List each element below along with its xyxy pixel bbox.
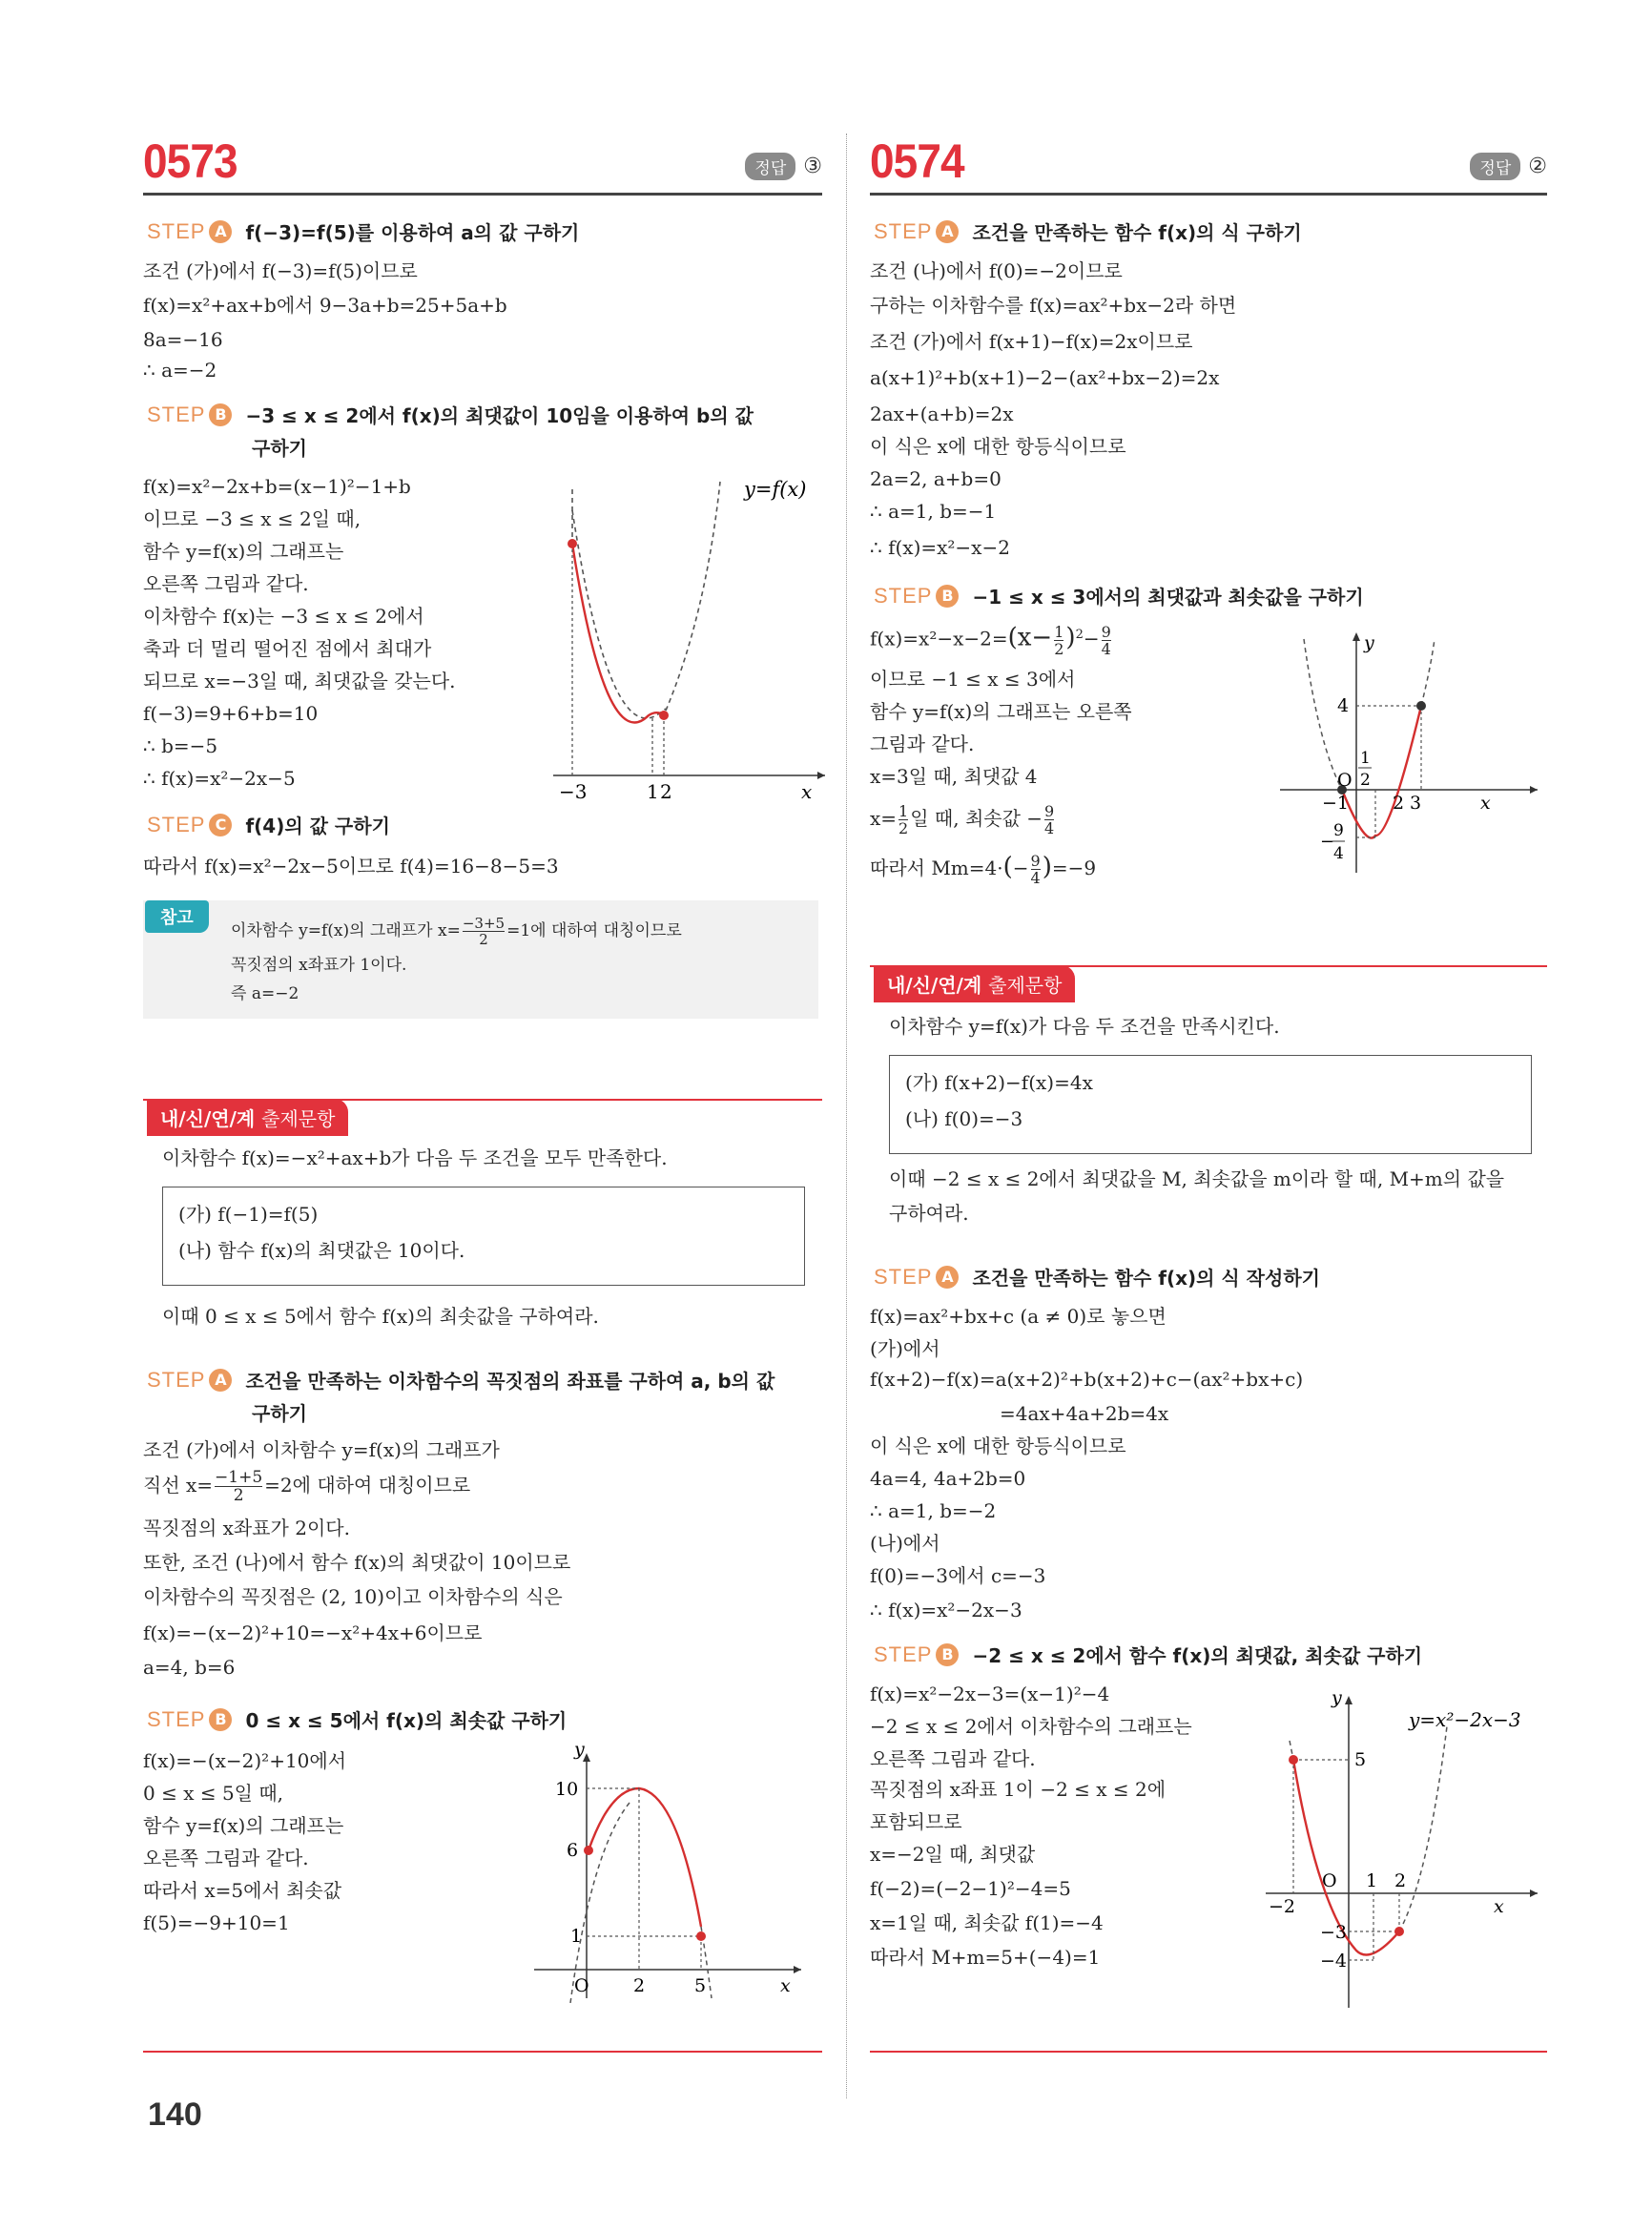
text-line: 이차함수의 꼭짓점은 (2, 10)이고 이차함수의 식은	[143, 1585, 563, 1608]
note-line-1	[231, 916, 682, 947]
text-line: f(x)=−(x−2)²+10=−x²+4x+6이므로	[143, 1621, 483, 1644]
text-line: 그림과 같다.	[870, 733, 975, 755]
s2-step-b-heading	[147, 1705, 567, 1733]
step-badge: B	[936, 1643, 959, 1666]
parabola-dashed-right	[666, 482, 720, 711]
x-tick: −1	[1322, 793, 1350, 814]
s2-step-a-heading	[147, 1366, 774, 1394]
y-axis-label: y	[1332, 1688, 1342, 1708]
text-line-product: 따라서 Mm=4·(− $\frac{9}{4}$ )=−9	[870, 852, 1097, 887]
step-badge: A	[936, 220, 959, 243]
origin-label: O	[1322, 1870, 1337, 1891]
page-number: 140	[148, 2096, 202, 2133]
fraction-num: 9	[1030, 852, 1041, 870]
x-axis-arrow	[817, 772, 825, 779]
x-tick: 1	[647, 780, 659, 801]
text-line: f(x)=x²−2x+b=(x−1)²−1+b	[143, 475, 411, 498]
left-column	[143, 0, 822, 2230]
condition-a: (가) f(−1)=f(5)	[178, 1203, 319, 1226]
text-line: 따라서 f(x)=x²−2x−5이므로 f(4)=16−8−5=3	[143, 855, 559, 878]
section-title-box	[147, 1099, 348, 1136]
text-line: 2a=2, a+b=0	[870, 467, 1002, 490]
text-line: ∴ b=−5	[143, 734, 218, 757]
fraction-den: 4	[1044, 819, 1055, 837]
text-line: 구하는 이차함수를 f(x)=ax²+bx−2라 하면	[870, 294, 1237, 317]
text-line: ∴ f(x)=x²−2x−3	[870, 1599, 1022, 1621]
text-line: f(x)=ax²+bx+c (a ≠ 0)로 놓으면	[870, 1305, 1167, 1328]
text-line: −2 ≤ x ≤ 2에서 이차함수의 그래프는	[870, 1715, 1192, 1738]
text-line: 함수 y=f(x)의 그래프는	[143, 540, 344, 563]
section-header	[874, 965, 1075, 1001]
answer-tag: 정답	[1470, 153, 1520, 180]
fraction-den: 2	[233, 1486, 244, 1505]
step-badge: A	[936, 1266, 959, 1289]
y-tick: 4	[1337, 695, 1350, 716]
answer-value: ③	[803, 155, 822, 178]
parabola-dashed-left	[572, 510, 666, 718]
text-line: ∴ f(x)=x²−2x−5	[143, 767, 296, 790]
x-tick: 2	[1393, 793, 1405, 814]
text-line: 따라서 x=5에서 최솟값	[143, 1879, 342, 1902]
y-tick: 6	[567, 1840, 579, 1861]
note-text: =1에 대하여 대칭이므로	[506, 921, 682, 940]
y-min-den: 4	[1333, 844, 1344, 863]
answer-badge	[1470, 153, 1547, 180]
half-den: 2	[1360, 771, 1371, 790]
text-line: x=3일 때, 최댓값 4	[870, 765, 1038, 788]
text-line: 오른쪽 그림과 같다.	[143, 572, 309, 595]
text-line: 조건 (가)에서 이차함수 y=f(x)의 그래프가	[143, 1438, 500, 1461]
text-line: 이 식은 x에 대한 항등식이므로	[870, 1435, 1126, 1457]
point-min	[696, 1931, 706, 1941]
text: =2에 대하여 대칭이므로	[264, 1474, 471, 1497]
step-a-heading	[874, 217, 1302, 245]
text: −	[1083, 627, 1100, 650]
fraction-num: 1	[898, 802, 909, 820]
fraction	[1044, 803, 1054, 836]
x-tick: 2	[660, 780, 672, 801]
text: 따라서 Mm=4·	[870, 857, 1003, 879]
origin-label: O	[1337, 770, 1353, 791]
text-line: f(x)=−(x−2)²+10에서	[143, 1749, 347, 1772]
note-text: 이차함수 y=f(x)의 그래프가 x=	[231, 921, 461, 940]
x-tick: 3	[1410, 793, 1422, 814]
x-tick: 1	[1366, 1870, 1378, 1891]
step-badge: B	[936, 585, 959, 608]
fraction	[1102, 624, 1111, 657]
x-axis-arrow	[1530, 786, 1538, 794]
note-line-2: 꼭짓점의 x좌표가 1이다.	[231, 956, 407, 975]
text-line-fraction	[143, 1469, 470, 1504]
text-line: f(x+2)−f(x)=a(x+2)²+b(x+2)+c−(ax²+bx+c)	[870, 1368, 1304, 1391]
point-end	[1394, 1927, 1404, 1936]
point-max	[1416, 701, 1426, 711]
step-c-heading	[147, 811, 390, 838]
y-axis-arrow	[1345, 1696, 1353, 1704]
text: )	[1065, 623, 1076, 652]
step-label: STEP	[874, 583, 933, 608]
problem-text: 이차함수 y=f(x)가 다음 두 조건을 만족시킨다.	[889, 1015, 1280, 1038]
text: =−9	[1051, 857, 1097, 879]
y-axis-arrow	[1353, 632, 1360, 641]
step-badge: C	[209, 814, 232, 836]
step-title: −3 ≤ x ≤ 2에서 f(x)의 최댓값이 10임을 이용하여 b의 값	[245, 404, 754, 427]
x-axis-label: x	[1480, 793, 1491, 814]
text-line: 4a=4, 4a+2b=0	[870, 1467, 1026, 1490]
fraction-den: 2	[1054, 639, 1064, 658]
half-num: 1	[1360, 749, 1371, 768]
step-label: STEP	[147, 218, 206, 243]
step-badge: A	[209, 220, 232, 243]
fraction	[1031, 853, 1041, 886]
parabola-dashed-right	[1399, 1726, 1447, 1931]
step-b-heading-cont	[252, 433, 307, 461]
step-title: 조건을 만족하는 함수 f(x)의 식 구하기	[972, 221, 1302, 244]
text-line: 되므로 x=−3일 때, 최댓값을 갖는다.	[143, 670, 456, 692]
step-label: STEP	[147, 402, 206, 426]
graph-parabola-1	[553, 472, 830, 801]
x-tick: −3	[559, 780, 588, 801]
problem-number: 0574	[870, 134, 964, 188]
text-line: 0 ≤ x ≤ 5일 때,	[143, 1782, 284, 1805]
step-title: f(4)의 값 구하기	[245, 815, 390, 837]
graph-parabola-4	[1261, 1688, 1547, 2013]
header-rule	[143, 193, 822, 196]
parabola-dashed-left	[1304, 639, 1342, 790]
parabola-dashed-right	[1421, 639, 1435, 706]
step-a-heading	[147, 217, 579, 245]
step-title: −1 ≤ x ≤ 3에서의 최댓값과 최솟값을 구하기	[972, 586, 1364, 609]
problem-text: 이차함수 f(x)=−x²+ax+b가 다음 두 조건을 모두 만족한다.	[162, 1146, 668, 1169]
section-title-sub: 출제문항	[261, 1106, 336, 1130]
fraction-den: 2	[479, 931, 488, 948]
graph-parabola-3	[1270, 620, 1547, 878]
fraction	[898, 803, 908, 836]
step-label: STEP	[147, 1706, 206, 1731]
text-line: ∴ a=−2	[143, 359, 217, 382]
step-label: STEP	[147, 812, 206, 836]
y-tick: −4	[1320, 1951, 1348, 1972]
y-axis-label: y	[574, 1739, 585, 1760]
step-b-heading	[147, 401, 754, 428]
header-rule	[870, 193, 1547, 196]
section-title-main: 내/신/연/계	[160, 1106, 256, 1130]
y-tick: −3	[1320, 1922, 1348, 1943]
text-line: f(−2)=(−2−1)²−4=5	[870, 1877, 1071, 1900]
curve-label: y=x²−2x−3	[1409, 1708, 1521, 1731]
text-line: =4ax+4a+2b=4x	[1000, 1402, 1169, 1425]
fraction-num: 9	[1044, 802, 1055, 820]
text: f(x)=x²−x−2=	[870, 627, 1008, 650]
y-tick: 1	[570, 1926, 583, 1947]
condition-b: (나) f(0)=−3	[905, 1107, 1023, 1130]
text-line: 오른쪽 그림과 같다.	[143, 1847, 309, 1869]
column-divider	[846, 134, 847, 2098]
origin-label: O	[574, 1975, 589, 1996]
answer-badge	[745, 153, 822, 180]
step-title: 구하기	[252, 1402, 307, 1425]
text-line: 포함되므로	[870, 1810, 962, 1833]
text-line: 이차함수 f(x)는 −3 ≤ x ≤ 2에서	[143, 605, 424, 628]
text-line: x=1일 때, 최솟값 f(1)=−4	[870, 1911, 1104, 1934]
x-axis-label: x	[780, 1975, 791, 1996]
question-text: 이때 0 ≤ x ≤ 5에서 함수 f(x)의 최솟값을 구하여라.	[162, 1305, 599, 1328]
condition-b: (나) 함수 f(x)의 최댓값은 10이다.	[178, 1239, 465, 1262]
step-title: 조건을 만족하는 함수 f(x)의 식 작성하기	[972, 1267, 1320, 1290]
fraction-num: 1	[1054, 622, 1064, 641]
x-axis-label: x	[1494, 1896, 1504, 1917]
x-tick: 2	[633, 1975, 646, 1996]
text-line: 이므로 −3 ≤ x ≤ 2일 때,	[143, 507, 361, 530]
text-line: 오른쪽 그림과 같다.	[870, 1747, 1036, 1770]
text-line: ∴ f(x)=x²−x−2	[870, 536, 1010, 559]
text-line: (가)에서	[870, 1337, 940, 1360]
y-tick: 5	[1354, 1749, 1367, 1770]
text: 일 때, 최솟값 −	[910, 807, 1043, 830]
s2-step-a-heading	[874, 1263, 1320, 1291]
y-tick: 10	[555, 1779, 579, 1800]
step-label: STEP	[147, 1367, 206, 1392]
text-line: 꼭짓점의 x좌표 1이 −2 ≤ x ≤ 2에	[870, 1778, 1167, 1801]
text-line: ∴ a=1, b=−2	[870, 1499, 997, 1522]
text-line: 조건 (나)에서 f(0)=−2이므로	[870, 259, 1123, 282]
answer-value: ②	[1528, 155, 1547, 178]
text-line: (나)에서	[870, 1532, 940, 1555]
section-title-sub: 출제문항	[988, 973, 1063, 997]
y-axis-label: y	[1364, 632, 1374, 653]
text-line: 이 식은 x에 대한 항등식이므로	[870, 435, 1126, 458]
step-badge: B	[209, 1708, 232, 1731]
text-line: 함수 y=f(x)의 그래프는	[143, 1814, 344, 1837]
s2-step-a-heading-cont	[252, 1398, 307, 1426]
x-tick: 5	[694, 1975, 707, 1996]
graph-parabola-2	[525, 1736, 811, 2003]
parabola-red-segment	[572, 544, 663, 723]
problem-number: 0573	[143, 134, 237, 188]
fraction	[1054, 624, 1063, 657]
note-label: 참고	[145, 900, 209, 933]
step-title: 0 ≤ x ≤ 5에서 f(x)의 최솟값 구하기	[245, 1709, 568, 1732]
fraction-num: 9	[1101, 622, 1111, 641]
text-line: f(x)=x²−2x−3=(x−1)²−4	[870, 1683, 1110, 1705]
x-axis-label: x	[801, 780, 813, 801]
condition-box	[162, 1187, 805, 1286]
text-line: f(5)=−9+10=1	[143, 1911, 290, 1934]
text-line: 2ax+(a+b)=2x	[870, 403, 1014, 425]
step-badge: A	[209, 1369, 232, 1392]
note-line-3: 즉 a=−2	[231, 984, 299, 1003]
section-title-main: 내/신/연/계	[887, 973, 982, 997]
text-line: 이므로 −1 ≤ x ≤ 3에서	[870, 668, 1076, 691]
curve-label: y=f(x)	[744, 478, 807, 501]
text-line: 함수 y=f(x)의 그래프는 오른쪽	[870, 700, 1132, 723]
point-max	[1289, 1755, 1298, 1765]
x-axis-arrow	[794, 1966, 801, 1973]
x-tick: 2	[1394, 1870, 1407, 1891]
text-line: f(0)=−3에서 c=−3	[870, 1564, 1046, 1587]
fraction	[215, 1469, 262, 1504]
question-text: 구하여라.	[889, 1202, 969, 1225]
text-line: 8a=−16	[143, 328, 223, 351]
text-line: 꼭짓점의 x좌표가 2이다.	[143, 1517, 350, 1539]
right-column	[870, 0, 1547, 2230]
parabola-dashed-left	[570, 1803, 630, 2003]
text-line: 따라서 M+m=5+(−4)=1	[870, 1946, 1101, 1969]
step-title: 조건을 만족하는 이차함수의 꼭짓점의 좌표를 구하여 a, b의 값	[245, 1370, 775, 1393]
text: 직선 x=	[143, 1474, 214, 1497]
step-title: −2 ≤ x ≤ 2에서 함수 f(x)의 최댓값, 최솟값 구하기	[972, 1644, 1423, 1667]
step-label: STEP	[874, 1642, 933, 1666]
answer-tag: 정답	[745, 153, 795, 180]
fraction-num: −3+5	[462, 915, 506, 932]
bottom-rule	[870, 2051, 1547, 2053]
x-tick: −2	[1269, 1896, 1296, 1917]
y-min-sign: −	[1320, 832, 1335, 852]
s2-step-b-heading	[874, 1641, 1422, 1668]
parabola-red-segment	[589, 1788, 701, 1927]
text-line: f(x)=x²+ax+b에서 9−3a+b=25+5a+b	[143, 294, 507, 317]
fraction-num: −1+5	[215, 1468, 263, 1487]
endpoint	[659, 711, 669, 720]
step-label: STEP	[874, 1264, 933, 1289]
y-min-num: 9	[1333, 821, 1344, 840]
text-line: a=4, b=6	[143, 1656, 236, 1679]
step-title: f(−3)=f(5)를 이용하여 a의 값 구하기	[245, 221, 580, 244]
parabola-red-segment	[1342, 706, 1421, 838]
step-b-heading	[874, 582, 1364, 609]
fraction-den: 4	[1101, 639, 1111, 658]
text-line: x=−2일 때, 최댓값	[870, 1843, 1036, 1866]
exponent: 2	[1075, 628, 1084, 642]
step-title: 구하기	[252, 437, 307, 460]
max-point	[568, 539, 577, 548]
text-line-min	[870, 803, 1056, 836]
text-line: 또한, 조건 (나)에서 함수 f(x)의 최댓값이 10이므로	[143, 1551, 571, 1574]
text-line: 축과 더 멀리 떨어진 점에서 최대가	[143, 637, 432, 660]
condition-box	[889, 1055, 1532, 1154]
section-title-box	[874, 965, 1075, 1002]
step-label: STEP	[874, 218, 933, 243]
step-badge: B	[209, 403, 232, 426]
bottom-rule	[143, 2051, 822, 2053]
text-line: f(−3)=9+6+b=10	[143, 702, 319, 725]
section-header	[147, 1099, 348, 1135]
fraction-den: 4	[1030, 869, 1041, 887]
question-text: 이때 −2 ≤ x ≤ 2에서 최댓값을 M, 최솟값을 m이라 할 때, M+m의 값을	[889, 1167, 1505, 1190]
text-line: 조건 (가)에서 f(x+1)−f(x)=2x이므로	[870, 330, 1193, 353]
fraction	[463, 916, 505, 947]
text-line: a(x+1)²+b(x+1)−2−(ax²+bx−2)=2x	[870, 366, 1220, 389]
text-line: 조건 (가)에서 f(−3)=f(5)이므로	[143, 259, 418, 282]
condition-a: (가) f(x+2)−f(x)=4x	[905, 1071, 1093, 1094]
text-line-vertex-form	[870, 622, 1113, 657]
fraction-den: 2	[898, 819, 909, 837]
text: (x−	[1007, 623, 1053, 652]
text: x=	[870, 807, 898, 830]
point-y6	[584, 1846, 593, 1855]
text-line: ∴ a=1, b=−1	[870, 500, 997, 523]
x-axis-arrow	[1530, 1889, 1538, 1897]
